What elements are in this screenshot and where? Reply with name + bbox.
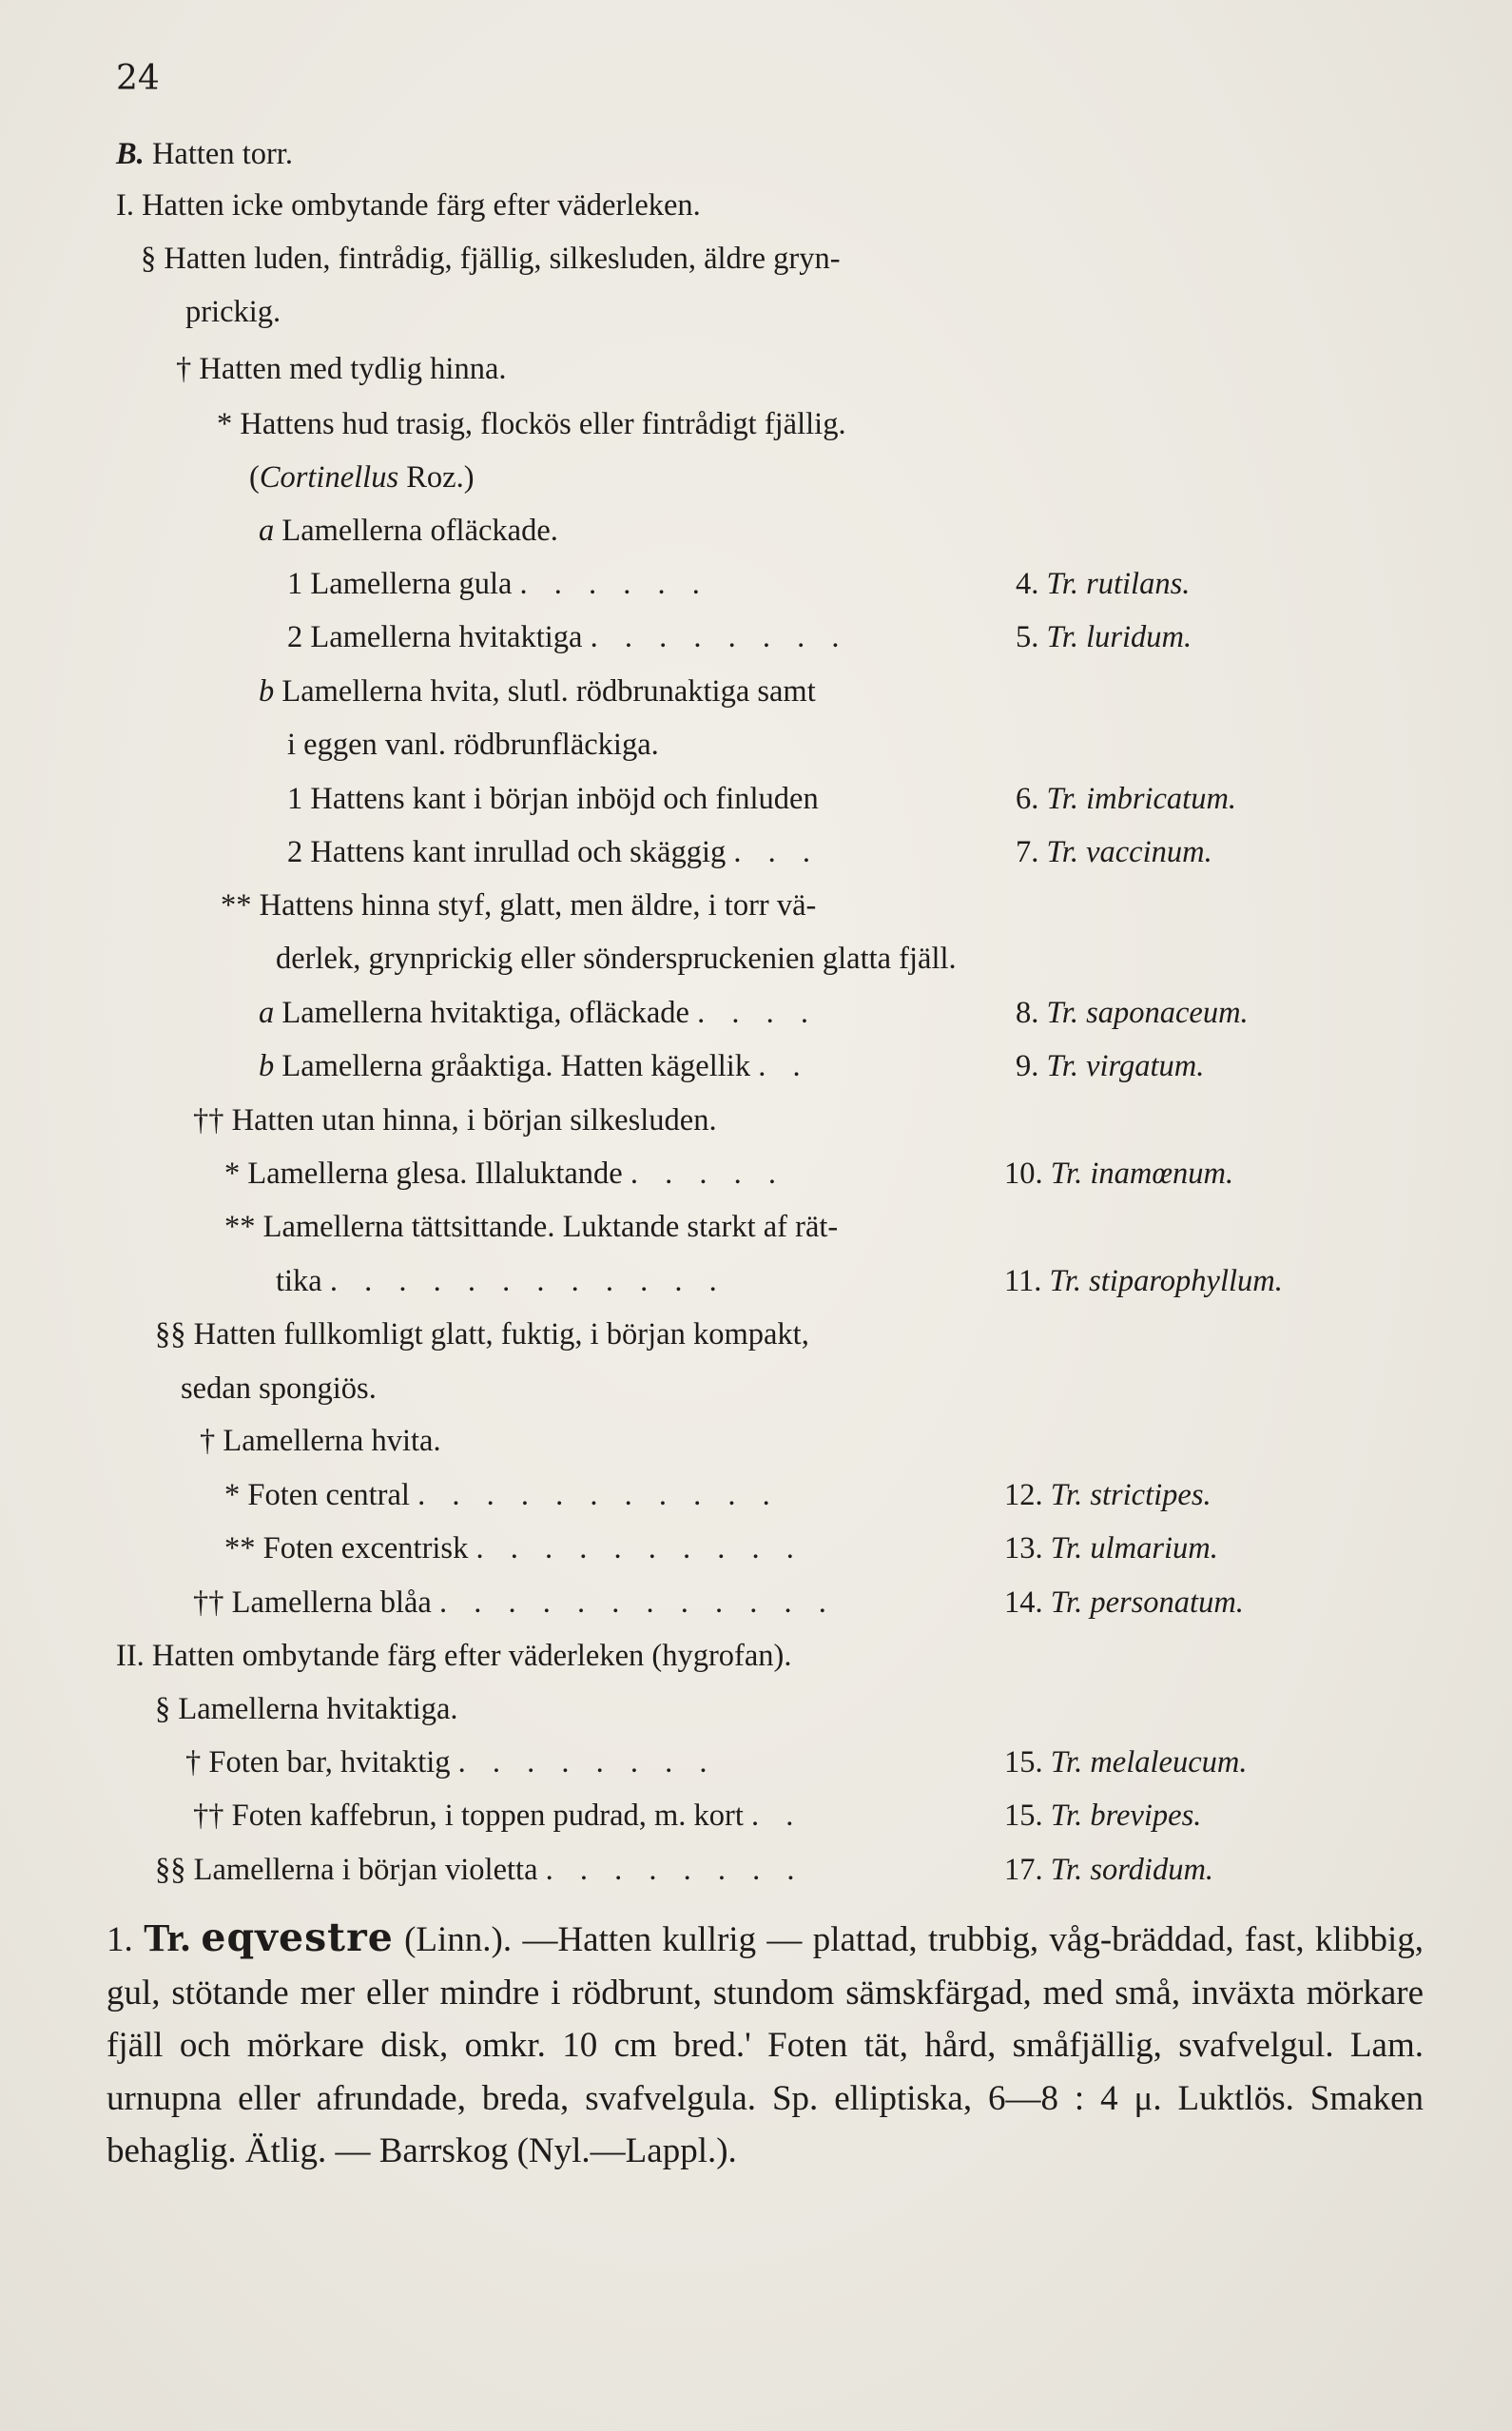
genus-abbrev: Tr. <box>1046 782 1078 816</box>
genus-abbrev: Tr. <box>1050 1745 1083 1779</box>
key-line <box>287 780 819 818</box>
genus-abbrev: Tr. <box>1046 620 1078 654</box>
species-reference <box>1004 1584 1244 1622</box>
key-line <box>287 618 848 656</box>
species-name: stiparophyllum. <box>1089 1264 1283 1298</box>
species-reference <box>1016 1047 1204 1085</box>
description-genus: Tr. <box>144 1916 191 1959</box>
description-species: eqvestre <box>201 1915 394 1960</box>
key-line <box>116 186 701 224</box>
leader-dots: . . <box>758 1049 810 1083</box>
species-number: 13. <box>1004 1531 1043 1566</box>
leader-dots: . . <box>751 1799 804 1833</box>
leader-dots: . . . . . . . . . . . <box>417 1478 780 1512</box>
key-text: Hatten torr. <box>151 137 293 171</box>
leader-dots: . . . . . . <box>519 567 709 601</box>
key-line <box>155 1690 458 1728</box>
key-line <box>259 1047 810 1085</box>
key-text: §§ Hatten fullkomligt glatt, fuktig, i början kompakt, <box>155 1317 809 1352</box>
leader-dots: . . . . . <box>630 1157 785 1191</box>
key-text: †† Foten kaffebrun, i toppen pudrad, m. kort <box>193 1799 744 1833</box>
genus-abbrev: Tr. <box>1050 1478 1083 1512</box>
description-lead-number: 1. <box>107 1920 133 1959</box>
species-reference <box>1004 1529 1218 1567</box>
species-name: rutilans. <box>1086 567 1191 601</box>
leader-dots: . . . . . . . . <box>457 1745 717 1779</box>
key-line <box>217 405 846 443</box>
species-name: brevipes. <box>1090 1799 1202 1833</box>
key-line <box>116 135 293 173</box>
key-text: Lamellerna ofläckade. <box>281 514 558 548</box>
leader-dots: . . . . . . . . <box>590 620 849 654</box>
key-line <box>276 940 957 978</box>
key-text: I. Hatten icke ombytande färg efter väderleken. <box>116 188 701 223</box>
key-text: II. Hatten ombytande färg efter väderleken (hygrofan). <box>116 1639 792 1673</box>
key-line <box>221 886 816 924</box>
key-text: § Hatten luden, fintrådig, fjällig, silkesluden, äldre gryn- <box>141 242 841 276</box>
species-reference <box>1016 833 1212 871</box>
key-line <box>155 1315 809 1353</box>
key-line <box>176 350 507 388</box>
key-letter: b <box>259 674 275 709</box>
key-text: † Foten bar, hvitaktig <box>185 1745 451 1779</box>
key-line <box>259 994 818 1032</box>
key-text: § Lamellerna hvitaktiga. <box>155 1692 458 1726</box>
species-name: sordidum. <box>1090 1853 1214 1887</box>
species-number: 11. <box>1004 1264 1042 1298</box>
key-line <box>287 565 709 603</box>
key-text: i eggen vanl. rödbrunfläckiga. <box>287 728 659 762</box>
key-text: 2 Hattens kant inrullad och skäggig <box>287 835 727 869</box>
species-name: personatum. <box>1090 1585 1244 1620</box>
key-letter: a <box>259 514 275 548</box>
key-line <box>259 672 816 710</box>
key-text: sedan spongiös. <box>181 1371 377 1406</box>
key-line <box>224 1476 780 1514</box>
key-text: prickig. <box>185 295 281 329</box>
key-line <box>193 1797 803 1835</box>
species-description <box>107 1912 1424 2178</box>
genus-abbrev: Tr. <box>1046 996 1078 1030</box>
species-number: 15. <box>1004 1799 1043 1833</box>
key-line <box>224 1208 838 1246</box>
subgenus-author: Roz.) <box>406 460 475 495</box>
subgenus-name: Cortinellus <box>259 460 399 495</box>
description-text: (Linn.). —Hatten kullrig — plattad, trubbig, våg-bräddad, fast, klibbig, gul, stötande mer eller mindre i rödbrunt, stundom sämskfärgad, med små, inväxta mörkare fjäll och mörkare disk, omkr. 10 cm bred.' Foten tät, hård, småfjällig, svafvelgul. Lam. urnupna eller afrundade, breda, svafvelgula. Sp. elliptiska, 6—8 : 4 μ. Luktlös. Smaken behaglig. Ätlig. — Barrskog (Nyl.—Lappl.). <box>107 1920 1425 2170</box>
species-number: 7. <box>1016 835 1039 869</box>
key-text: ** Foten excentrisk <box>224 1531 469 1566</box>
species-name: inamœnum. <box>1090 1157 1234 1191</box>
key-line <box>193 1584 836 1622</box>
leader-dots: . . . . . . . . . . . . <box>329 1264 727 1298</box>
key-text: Lamellerna gråaktiga. Hatten kägellik <box>281 1049 751 1083</box>
key-label: B. <box>116 137 145 171</box>
key-line <box>200 1422 441 1460</box>
key-line <box>193 1101 717 1139</box>
species-reference <box>1016 565 1190 603</box>
key-text: ** Lamellerna tättsittande. Luktande starkt af rät- <box>224 1210 839 1244</box>
key-line <box>287 833 820 871</box>
key-text: derlek, grynprickig eller sönderspruckenien glatta fjäll. <box>276 942 957 976</box>
key-text: tika <box>276 1264 322 1298</box>
species-reference <box>1016 994 1249 1032</box>
page-number: 24 <box>116 59 160 98</box>
key-text: 1 Hattens kant i början inböjd och finluden <box>287 782 819 816</box>
species-number: 17. <box>1004 1853 1043 1887</box>
key-line <box>185 1743 717 1781</box>
species-name: strictipes. <box>1090 1478 1212 1512</box>
key-line <box>249 458 475 496</box>
species-reference <box>1016 618 1192 656</box>
leader-dots: . . . . . . . . <box>545 1853 804 1887</box>
species-reference <box>1016 780 1236 818</box>
key-text: ( <box>249 460 260 495</box>
species-number: 10. <box>1004 1157 1043 1191</box>
key-text: † Hatten med tydlig hinna. <box>176 352 507 386</box>
genus-abbrev: Tr. <box>1049 1264 1081 1298</box>
key-line <box>155 1851 804 1889</box>
key-text: Lamellerna hvitaktiga, ofläckade <box>281 996 689 1030</box>
key-line <box>141 240 841 278</box>
genus-abbrev: Tr. <box>1046 1049 1078 1083</box>
species-number: 6. <box>1016 782 1039 816</box>
key-line <box>116 1637 791 1675</box>
key-text: ** Hattens hinna styf, glatt, men äldre, i torr vä- <box>221 888 817 923</box>
genus-abbrev: Tr. <box>1050 1157 1083 1191</box>
key-line <box>181 1370 377 1408</box>
key-text: * Lamellerna glesa. Illaluktande <box>224 1157 623 1191</box>
key-text: 2 Lamellerna hvitaktiga <box>287 620 583 654</box>
key-text: * Hattens hud trasig, flockös eller fintrådigt fjällig. <box>217 407 846 441</box>
species-name: imbricatum. <box>1086 782 1237 816</box>
genus-abbrev: Tr. <box>1050 1531 1083 1566</box>
leader-dots: . . . . <box>697 996 818 1030</box>
genus-abbrev: Tr. <box>1046 567 1078 601</box>
key-letter: b <box>259 1049 275 1083</box>
species-name: melaleucum. <box>1090 1745 1248 1779</box>
key-text: §§ Lamellerna i början violetta <box>155 1853 538 1887</box>
key-line <box>287 726 659 764</box>
genus-abbrev: Tr. <box>1050 1799 1083 1833</box>
key-line <box>276 1262 727 1300</box>
leader-dots: . . . <box>733 835 820 869</box>
key-text: Lamellerna hvita, slutl. rödbrunaktiga samt <box>281 674 816 709</box>
species-number: 9. <box>1016 1049 1039 1083</box>
key-line <box>224 1155 785 1193</box>
species-name: saponaceum. <box>1086 996 1249 1030</box>
key-line <box>259 512 558 550</box>
species-reference <box>1004 1155 1233 1193</box>
key-line <box>224 1529 804 1567</box>
leader-dots: . . . . . . . . . . . . <box>438 1585 836 1620</box>
species-name: virgatum. <box>1086 1049 1205 1083</box>
genus-abbrev: Tr. <box>1046 835 1078 869</box>
key-text: 1 Lamellerna gula <box>287 567 513 601</box>
key-text: † Lamellerna hvita. <box>200 1424 441 1458</box>
species-name: ulmarium. <box>1090 1531 1218 1566</box>
species-reference <box>1004 1476 1212 1514</box>
key-text: †† Lamellerna blåa <box>193 1585 432 1620</box>
species-name: luridum. <box>1086 620 1192 654</box>
species-reference <box>1004 1851 1213 1889</box>
species-number: 5. <box>1016 620 1039 654</box>
species-number: 8. <box>1016 996 1039 1030</box>
leader-dots: . . . . . . . . . . <box>475 1531 804 1566</box>
key-text: †† Hatten utan hinna, i början silkesluden. <box>193 1103 717 1138</box>
species-number: 12. <box>1004 1478 1043 1512</box>
genus-abbrev: Tr. <box>1050 1585 1083 1620</box>
species-reference <box>1004 1797 1201 1835</box>
key-letter: a <box>259 996 275 1030</box>
species-reference <box>1004 1743 1247 1781</box>
key-text: * Foten central <box>224 1478 410 1512</box>
species-number: 4. <box>1016 567 1039 601</box>
species-number: 15. <box>1004 1745 1043 1779</box>
species-number: 14. <box>1004 1585 1043 1620</box>
genus-abbrev: Tr. <box>1050 1853 1083 1887</box>
species-reference <box>1004 1262 1283 1300</box>
key-line <box>185 293 281 331</box>
species-name: vaccinum. <box>1086 835 1212 869</box>
